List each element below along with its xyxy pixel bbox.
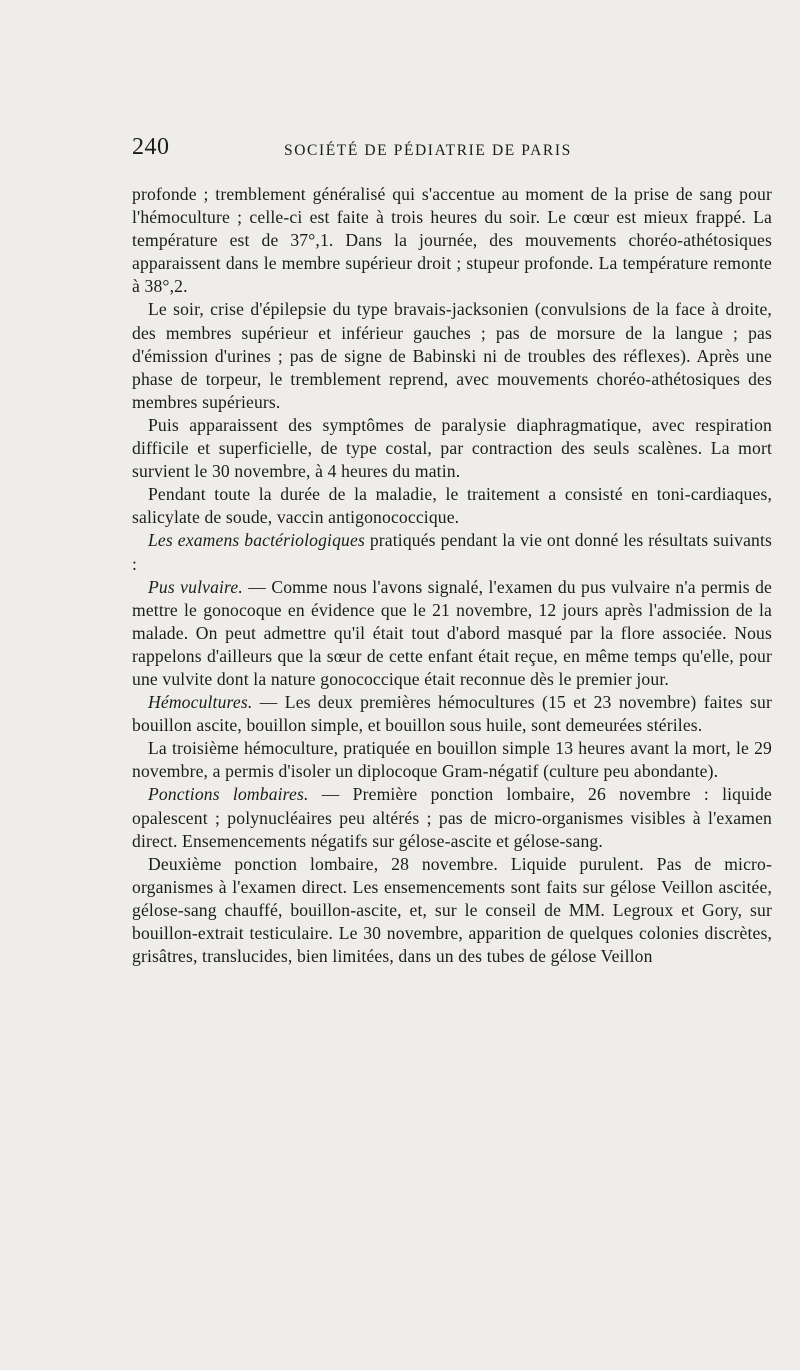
paragraph-text: pratiqués pendant la vie ont donné les résultats suivants : (132, 530, 773, 574)
paragraph (132, 298, 772, 413)
paragraph (132, 529, 772, 575)
paragraph (132, 783, 772, 852)
paragraph-text: Deuxième ponction lombaire, 28 novembre. Liquide purulent. Pas de micro-organismes à l'examen direct. Les ensemencements sont faits sur gélose Veillon ascitée, gélose-sang chauffé, bouillon-ascite, et, sur le conseil de MM. Legroux et Gory, sur bouillon-extrait testiculaire. Le 30 novembre, apparition de quelques colonies discrètes, grisâtres, translucides, bien limitées, dans un des tubes de gélose Veillon (132, 853, 772, 967)
paragraph (132, 853, 772, 968)
page-number: 240 (132, 134, 170, 160)
paragraph-text: — Comme nous l'avons signalé, l'examen du pus vulvaire n'a permis de mettre le gonocoque en évidence que le 21 novembre, 12 jours après l'admission de la malade. On peut admettre qu'il était tout d'abord masqué par la flore associée. Nous rappelons d'ailleurs que la sœur de cette enfant était reçue, en même temps qu'elle, pour une vulvite dont la nature gonococcique était reconnue dès le premier jour. (132, 576, 773, 689)
paragraph-text: — Première ponction lombaire, 26 novembre : liquide opalescent ; polynucléaires peu altérés ; pas de micro-organismes visibles à l'examen direct. Ensemencements négatifs sur gélose-ascite et gélose-sang. (132, 784, 773, 851)
paragraph-text: — Les deux premières hémocultures (15 et 23 novembre) faites sur bouillon ascite, bouillon simple, et bouillon sous huile, sont demeurées stériles. (132, 692, 772, 736)
paragraph-text: Le soir, crise d'épilepsie du type bravais-jacksonien (convulsions de la face à droite, des membres supérieur et inférieur gauches ; pas de morsure de la langue ; pas d'émission d'urines ; pas de signe de Babinski ni de troubles des réflexes). Après une phase de torpeur, le tremblement reprend, avec mouvements choréo-athétosiques des membres supérieurs. (132, 299, 772, 412)
running-head: SOCIÉTÉ DE PÉDIATRIE DE PARIS (284, 142, 572, 159)
body-text (132, 183, 772, 968)
paragraph (132, 414, 772, 483)
paragraph-text: Pendant toute la durée de la maladie, le traitement a consisté en toni-cardiaques, salicylate de soude, vaccin antigonococcique. (132, 484, 772, 528)
paragraph (132, 691, 772, 737)
paragraph-text: profonde ; tremblement généralisé qui s'accentue au moment de la prise de sang pour l'hémoculture ; celle-ci est faite à trois heures du soir. Le cœur est mieux frappé. La température est de 37°,1. Dans la journée, des mouvements choréo-athétosiques apparaissent dans le membre supérieur droit ; stupeur profonde. La température remonte à 38°,2. (132, 184, 772, 297)
paragraph-lead: Ponctions lombaires. (148, 784, 309, 805)
paragraph-text: La troisième hémoculture, pratiquée en bouillon simple 13 heures avant la mort, le 29 novembre, a permis d'isoler un diplocoque Gram-négatif (culture peu abondante). (132, 738, 772, 782)
paragraph (132, 737, 772, 783)
paragraph (132, 576, 772, 691)
page-header (132, 134, 772, 166)
paragraph (132, 483, 772, 529)
paragraph-lead: Les examens bactériologiques (148, 530, 365, 551)
paragraph-lead: Pus vulvaire. (148, 576, 243, 597)
paragraph (132, 183, 772, 298)
paragraph-text: Puis apparaissent des symptômes de paralysie diaphragmatique, avec respiration difficile et superficielle, de type costal, par contraction des seuls scalènes. La mort survient le 30 novembre, à 4 heures du matin. (132, 414, 772, 482)
paragraph-lead: Hémocultures. (148, 692, 253, 713)
